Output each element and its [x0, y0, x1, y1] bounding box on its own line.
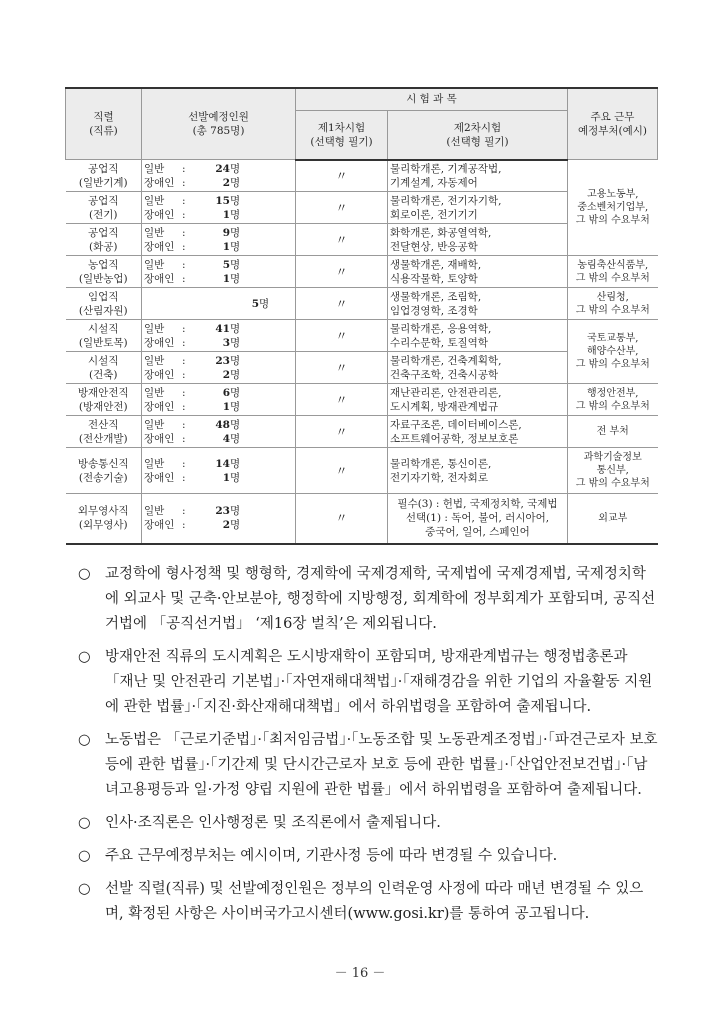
quota-colon: : — [182, 162, 186, 175]
exam2-subjects: 생물학개론, 재배학, 식용작물학, 토양학 — [388, 256, 568, 288]
table-row — [66, 160, 658, 192]
exam1-ditto: 〃 — [296, 494, 388, 544]
exam1-ditto: 〃 — [296, 320, 388, 352]
series-cell: 임업직 (산림자원) — [78, 290, 128, 317]
quota-unit: 명 — [230, 457, 241, 470]
quota-count: 2 — [222, 176, 230, 189]
quota-line — [144, 258, 293, 272]
quota-category: 장애인 — [144, 400, 175, 413]
quota-category: 장애인 — [144, 272, 175, 285]
quota-unit: 명 — [230, 240, 241, 253]
quota-line — [144, 418, 293, 432]
exam2-subjects: 생물학개론, 조림학, 임업경영학, 조경학 — [388, 288, 568, 320]
quota-count: 5 — [251, 297, 259, 310]
table-row — [66, 494, 658, 544]
table-row — [66, 416, 658, 448]
quota-colon: : — [182, 336, 186, 349]
quota-count: 4 — [222, 432, 230, 445]
note-text: 주요 근무예정부처는 예시이며, 기관사정 등에 따라 변경될 수 있습니다. — [105, 848, 558, 864]
table-row — [66, 256, 658, 288]
exam1-ditto: 〃 — [296, 256, 388, 288]
quota-count: 23 — [215, 354, 230, 367]
quota-colon: : — [182, 505, 186, 518]
quota-unit: 명 — [230, 272, 241, 285]
note-item — [78, 844, 658, 869]
exam2-subjects: 자료구조론, 데이터베이스론, 소프트웨어공학, 정보보호론 — [388, 416, 568, 448]
quota-count: 1 — [222, 400, 230, 413]
exam1-ditto: 〃 — [296, 288, 388, 320]
quota-line — [144, 322, 293, 336]
quota-line — [144, 176, 293, 190]
exam2-subjects: 물리학개론, 전기자기학, 회로이론, 전기기기 — [388, 192, 568, 224]
header-exam1: 제1차시험 (선택형 필기) — [296, 110, 388, 159]
dept-cell: 행정안전부, 그 밖의 수요부처 — [568, 384, 658, 416]
quota-cell — [142, 320, 296, 352]
exam2-subjects: 물리학개론, 건축계획학, 건축구조학, 건축시공학 — [388, 352, 568, 384]
dept-cell: 전 부처 — [568, 416, 658, 448]
note-text: 선발 직렬(직류) 및 선발예정인원은 정부의 인력운영 사정에 따라 매년 변경될 수 있으며, 확정된 사항은 사이버국가고시센터(www.gosi.kr)를 통하여 공고됩니다. — [105, 881, 644, 922]
series-cell: 방송통신직 (전송기술) — [77, 457, 129, 484]
quota-colon: : — [182, 386, 186, 399]
quota-colon: : — [182, 457, 186, 470]
header-quota: 선발예정인원 (총 785명) — [142, 88, 296, 160]
quota-colon: : — [182, 208, 186, 221]
header-exam2: 제2차시험 (선택형 필기) — [388, 110, 568, 159]
note-text: 인사·조직론은 인사행정론 및 조직론에서 출제됩니다. — [105, 815, 441, 831]
notes-list — [78, 562, 658, 927]
quota-colon: : — [182, 194, 186, 207]
note-text: 방재안전 직류의 도시계획은 도시방재학이 포함되며, 방재관계법규는 행정법총론과 「재난 및 안전관리 기본법」·「자연재해대책법」·「재해경감을 위한 기업의 자율활동 지원에 관한 법률」·「지진·화산재해대책법」에서 하위법령을 포함하여 출제됩니다. — [105, 649, 653, 715]
quota-colon: : — [182, 400, 186, 413]
series-cell: 외무영사직 (외무영사) — [77, 505, 129, 532]
quota-count: 1 — [222, 471, 230, 484]
bullet-mark: ○ — [78, 815, 91, 831]
dept-cell: 과학기술정보 통신부, 그 밖의 수요부처 — [568, 448, 658, 494]
quota-category: 일반 — [144, 386, 165, 399]
quota-line — [144, 518, 293, 532]
quota-unit: 명 — [230, 322, 241, 335]
quota-cell — [142, 352, 296, 384]
series-cell: 시설직 (건축) — [88, 354, 119, 381]
quota-line — [144, 400, 293, 414]
quota-category: 장애인 — [144, 208, 175, 221]
quota-unit: 명 — [230, 386, 241, 399]
quota-colon: : — [182, 226, 186, 239]
table-row — [66, 448, 658, 494]
quota-colon: : — [182, 322, 186, 335]
quota-category: 일반 — [144, 258, 165, 271]
quota-cell — [142, 448, 296, 494]
exam2-subjects: 필수(3) : 헌법, 국제정치학, 국제법 선택(1) : 독어, 불어, 러시아어, 중국어, 일어, 스페인어 — [388, 494, 568, 544]
quota-line — [144, 240, 293, 254]
note-item — [78, 645, 658, 720]
dept-cell: 외교부 — [568, 494, 658, 544]
quota-unit: 명 — [230, 432, 241, 445]
bullet-mark: ○ — [78, 649, 91, 665]
quota-colon: : — [182, 432, 186, 445]
quota-unit: 명 — [230, 400, 241, 413]
quota-category: 장애인 — [144, 240, 175, 253]
quota-unit: 명 — [230, 505, 241, 518]
quota-count: 3 — [222, 336, 230, 349]
quota-category: 장애인 — [144, 519, 175, 532]
quota-count: 1 — [222, 240, 230, 253]
quota-colon: : — [182, 471, 186, 484]
quota-colon: : — [182, 519, 186, 532]
series-cell: 전산직 (전산개발) — [78, 418, 128, 445]
quota-unit: 명 — [230, 368, 241, 381]
quota-count: 2 — [222, 368, 230, 381]
quota-unit: 명 — [230, 336, 241, 349]
quota-count: 1 — [222, 272, 230, 285]
quota-category: 일반 — [144, 322, 165, 335]
quota-category: 장애인 — [144, 336, 175, 349]
quota-count: 1 — [222, 208, 230, 221]
quota-colon: : — [182, 272, 186, 285]
exam1-ditto: 〃 — [296, 416, 388, 448]
quota-line — [144, 336, 293, 350]
quota-cell — [142, 224, 296, 256]
quota-colon: : — [182, 176, 186, 189]
quota-line — [144, 194, 293, 208]
quota-unit: 명 — [230, 208, 241, 221]
dept-cell: 국토교통부, 해양수산부, 그 밖의 수요부처 — [568, 320, 658, 384]
quota-colon: : — [182, 354, 186, 367]
note-text: 노동법은 「근로기준법」·「최저임금법」·「노동조합 및 노동관계조정법」·「파견근로자 보호 등에 관한 법률」·「기간제 및 단시간근로자 보호 등에 관한 법률」·「산업안전보건법」·「남녀고용평등과 일·가정 양립 지원에 관한 법률」에서 하위법령을 포함하여 출제됩니다. — [105, 732, 658, 798]
table-row — [66, 320, 658, 352]
series-cell: 시설직 (일반토목) — [78, 322, 128, 349]
quota-line — [144, 386, 293, 400]
quota-line — [144, 272, 293, 286]
dept-cell: 고용노동부, 중소벤처기업부, 그 밖의 수요부처 — [568, 160, 658, 256]
quota-count: 2 — [222, 519, 230, 532]
exam1-ditto: 〃 — [296, 160, 388, 192]
exam1-ditto: 〃 — [296, 448, 388, 494]
quota-category: 장애인 — [144, 471, 175, 484]
table-row — [66, 288, 658, 320]
quota-unit: 명 — [230, 354, 241, 367]
quota-category: 일반 — [144, 226, 165, 239]
bullet-mark: ○ — [78, 848, 91, 864]
table-row — [66, 384, 658, 416]
quota-count: 24 — [215, 162, 230, 175]
quota-line — [144, 504, 293, 518]
quota-count: 5 — [222, 258, 230, 271]
quota-colon: : — [182, 258, 186, 271]
quota-count: 41 — [215, 322, 230, 335]
quota-line — [144, 297, 293, 311]
quota-colon: : — [182, 368, 186, 381]
note-text: 교정학에 형사정책 및 행형학, 경제학에 국제경제학, 국제법에 국제경제법, 국제정치학에 외교사 및 군축·안보분야, 행정학에 지방행정, 회계학에 정부회계가 포함되며, 공직선거법에 「공직선거법」 ‘제16장 벌칙’은 제외됩니다. — [105, 566, 656, 632]
quota-line — [144, 368, 293, 382]
note-item — [78, 811, 658, 836]
page-number: － 16 － — [334, 966, 386, 981]
quota-cell — [142, 384, 296, 416]
note-item — [78, 877, 658, 927]
quota-category: 일반 — [144, 354, 165, 367]
quota-line — [144, 354, 293, 368]
dept-cell: 산림청, 그 밖의 수요부처 — [568, 288, 658, 320]
exam2-subjects: 물리학개론, 통신이론, 전기자기학, 전자회로 — [388, 448, 568, 494]
exam1-ditto: 〃 — [296, 384, 388, 416]
quota-colon: : — [182, 240, 186, 253]
exam2-subjects: 물리학개론, 기계공작법, 기계설계, 자동제어 — [388, 160, 568, 192]
quota-cell — [142, 494, 296, 544]
quota-cell — [142, 288, 296, 320]
series-cell: 공업직 (화공) — [88, 226, 119, 253]
quota-unit: 명 — [230, 258, 241, 271]
exam1-ditto: 〃 — [296, 192, 388, 224]
quota-unit: 명 — [259, 297, 270, 310]
table-body — [66, 160, 658, 544]
exam2-subjects: 재난관리론, 안전관리론, 도시계획, 방재관계법규 — [388, 384, 568, 416]
bullet-mark: ○ — [78, 566, 91, 582]
quota-count: 14 — [215, 457, 230, 470]
quota-count: 9 — [222, 226, 230, 239]
quota-category: 장애인 — [144, 176, 175, 189]
exam2-subjects: 화학개론, 화공열역학, 전달현상, 반응공학 — [388, 224, 568, 256]
quota-category: 일반 — [144, 418, 165, 431]
quota-unit: 명 — [230, 162, 241, 175]
quota-line — [144, 457, 293, 471]
quota-colon: : — [182, 418, 186, 431]
quota-unit: 명 — [230, 519, 241, 532]
quota-category: 일반 — [144, 457, 165, 470]
quota-line — [144, 471, 293, 485]
bullet-mark: ○ — [78, 881, 91, 897]
quota-category: 장애인 — [144, 368, 175, 381]
quota-category: 일반 — [144, 505, 165, 518]
header-series: 직렬 (직류) — [66, 88, 142, 160]
quota-unit: 명 — [230, 226, 241, 239]
quota-category: 장애인 — [144, 432, 175, 445]
quota-cell — [142, 256, 296, 288]
dept-cell: 농림축산식품부, 그 밖의 수요부처 — [568, 256, 658, 288]
header-dept: 주요 근무 예정부처(예시) — [568, 88, 658, 160]
quota-category: 일반 — [144, 194, 165, 207]
quota-unit: 명 — [230, 418, 241, 431]
quota-cell — [142, 160, 296, 192]
quota-line — [144, 208, 293, 222]
note-item — [78, 728, 658, 803]
series-cell: 농업직 (일반농업) — [78, 258, 128, 285]
exam-schedule-table — [65, 87, 658, 545]
quota-category: 일반 — [144, 162, 165, 175]
exam2-subjects: 물리학개론, 응용역학, 수리수문학, 토질역학 — [388, 320, 568, 352]
quota-unit: 명 — [230, 176, 241, 189]
series-cell: 공업직 (일반기계) — [78, 162, 128, 189]
quota-cell — [142, 192, 296, 224]
quota-line — [144, 162, 293, 176]
quota-count: 15 — [215, 194, 230, 207]
quota-count: 6 — [222, 386, 230, 399]
header-exam-group: 시 험 과 목 — [296, 88, 568, 110]
exam1-ditto: 〃 — [296, 352, 388, 384]
quota-line — [144, 432, 293, 446]
series-cell: 공업직 (전기) — [88, 194, 119, 221]
bullet-mark: ○ — [78, 732, 91, 748]
quota-unit: 명 — [230, 194, 241, 207]
quota-count: 48 — [215, 418, 230, 431]
quota-unit: 명 — [230, 471, 241, 484]
quota-cell — [142, 416, 296, 448]
series-cell: 방재안전직 (방재안전) — [77, 386, 129, 413]
exam1-ditto: 〃 — [296, 224, 388, 256]
quota-count: 23 — [215, 505, 230, 518]
note-item — [78, 562, 658, 637]
quota-line — [144, 226, 293, 240]
